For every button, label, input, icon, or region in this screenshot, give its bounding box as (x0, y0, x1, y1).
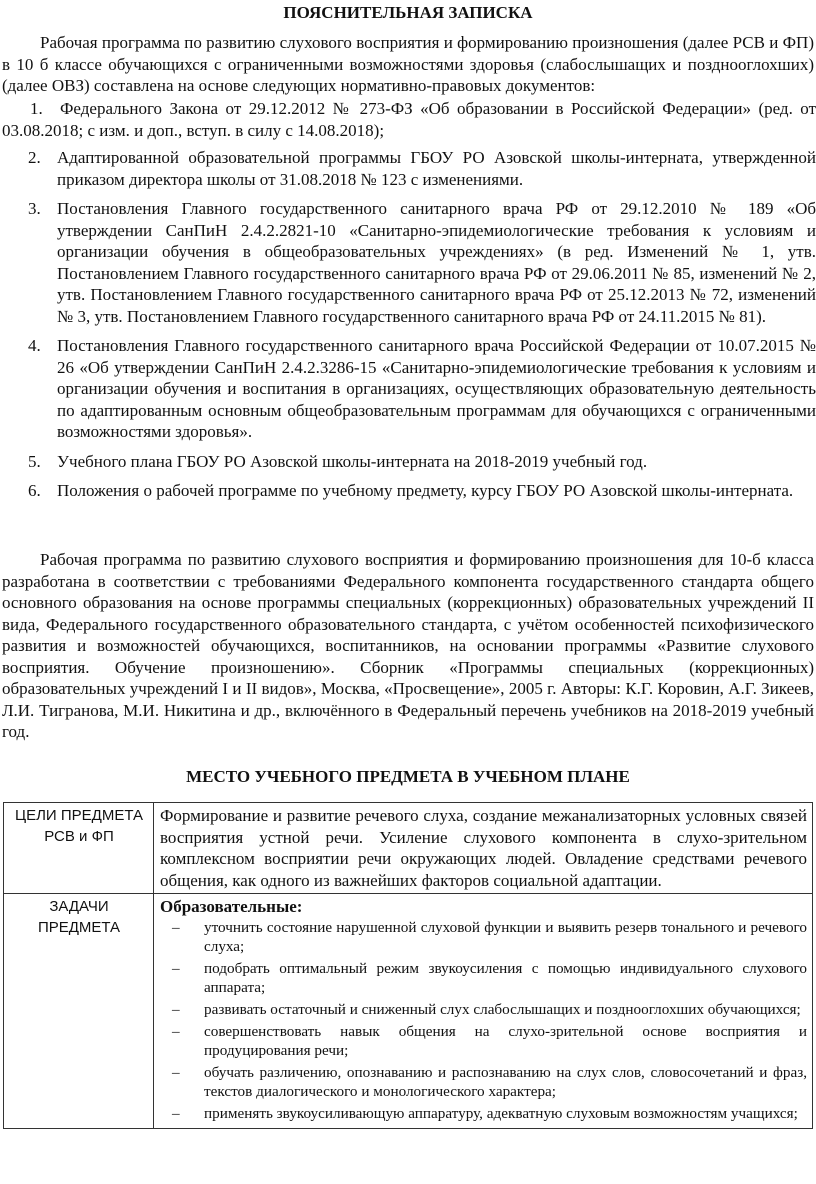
list-item (160, 1104, 807, 1123)
list-item (0, 198, 816, 327)
list-item-text: Постановления Главного государственного санитарного врача Российской Федерации от 10.07.2015 № 26 «Об утверждении СанПиН 2.4.2.3286-15 «Санитарно-эпидемиологические требования к условиям и организации обучения и воспитания в организациях, осуществляющих образовательную деятельность по адаптированным основным общеобразовательным программам для обучающихся с ограниченными возможностями здоровья». (57, 336, 816, 441)
task-text: обучать различению, опознаванию и распознаванию на слух слов, словосочетаний и фраз, текстов диалогического и монологического характера; (204, 1063, 807, 1100)
curriculum-table (3, 802, 813, 1129)
task-text: развивать остаточный и сниженный слух слабослышащих и позднооглохших обучающихся; (204, 1000, 801, 1018)
dash-bullet-icon: – (172, 1104, 180, 1122)
task-text: совершенствовать навык общения на слухо-зрительной основе восприятия и продуцирования речи; (204, 1022, 807, 1059)
list-item-text: Положения о рабочей программе по учебному предмету, курсу ГБОУ РО Азовской школы-интерната. (57, 481, 794, 500)
intro-paragraph: Рабочая программа по развитию слухового восприятия и формированию произношения (далее РСВ и ФП) в 10 б классе обучающихся с ограниченными возможностями здоровья (слабослышащих и позднооглохших) (далее ОВЗ) составлена на основе следующих нормативно-правовых документов: (2, 33, 814, 95)
list-item-number: 6. (28, 481, 41, 500)
list-item (0, 335, 816, 443)
task-text: подобрать оптимальный режим звукоусиления с помощью индивидуального слухового аппарата; (204, 959, 807, 996)
list-item-text: Федерального Закона от 29.12.2012 № 273-ФЗ «Об образовании в Российской Федерации» (ред. от 03.08.2018; с изм. и доп., вступ. в силу с 14.08.2018); (2, 99, 816, 140)
list-item-text: Адаптированной образовательной программы ГБОУ РО Азовской школы-интерната, утвержденной приказом директора школы от 31.08.2018 № 123 с изменениями. (57, 148, 816, 189)
dash-bullet-icon: – (172, 1063, 180, 1081)
task-text: уточнить состояние нарушенной слуховой функции и выявить резерв тонального и речевого слуха; (204, 918, 807, 955)
tasks-heading: Образовательные: (160, 897, 303, 916)
goals-text: Формирование и развитие речевого слуха, создание межанализаторных условных связей восприятия устной речи. Усиление слухового компонента в слухо-зрительном комплексном восприятии речи окружающих людей. Овладение средствами речевого общения, как одного из важнейших факторов социальной адаптации. (154, 803, 813, 894)
list-item-number: 2. (28, 148, 41, 167)
main-paragraph: Рабочая программа по развитию слухового восприятия и формированию произношения для 10-б класса разработана в соответствии с требованиями Федерального компонента государственного стандарта общего основного образования на основе программы специальных (коррекционных) образовательных учреждений II вида, Федерального государственного образовательного стандарта, с учётом особенностей психофизического развития и возможностей обучающихся, воспитанников, на основании программы «Развитие слухового восприятия. Обучение произношению». Сборник «Программы специальных (коррекционных) образовательных учреждений I и II видов», Москва, «Просвещение», 2005 г. Авторы: К.Г. Коровин, А.Г. Зикеев, Л.И. Тигранова, М.И. Никитина и др., включённого в Федеральный перечень учебников на 2018-2019 учебный год. (2, 550, 814, 741)
list-item (0, 480, 816, 502)
list-item (0, 147, 816, 190)
tasks-label: ЗАДАЧИ ПРЕДМЕТА (4, 894, 154, 1129)
list-item (0, 98, 816, 141)
tasks-list (160, 918, 807, 1123)
table-row (4, 803, 813, 894)
list-item-number: 3. (28, 199, 41, 218)
list-item-number: 5. (28, 451, 41, 471)
list-item (160, 1000, 807, 1019)
list-item-text: Учебного плана ГБОУ РО Азовской школы-интерната на 2018-2019 учебный год. (57, 451, 648, 471)
dash-bullet-icon: – (172, 959, 180, 977)
list-item (160, 959, 807, 997)
dash-bullet-icon: – (172, 918, 180, 936)
tasks-cell (154, 894, 813, 1129)
list-item-number: 1. (30, 99, 43, 118)
goals-label: ЦЕЛИ ПРЕДМЕТА РСВ и ФП (4, 803, 154, 894)
section-title: МЕСТО УЧЕБНОГО ПРЕДМЕТА В УЧЕБНОМ ПЛАНЕ (186, 767, 630, 786)
list-item (160, 1063, 807, 1101)
dash-bullet-icon: – (172, 1000, 180, 1018)
list-item-number: 4. (28, 336, 41, 355)
task-text: применять звукоусиливающую аппаратуру, адекватную слуховым возможностям учащихся; (204, 1104, 798, 1122)
table-row (4, 894, 813, 1129)
legal-documents-list (0, 98, 816, 502)
list-item (160, 1022, 807, 1060)
list-item (0, 451, 816, 473)
list-item (160, 918, 807, 956)
document-title: ПОЯСНИТЕЛЬНАЯ ЗАПИСКА (283, 3, 533, 22)
dash-bullet-icon: – (172, 1022, 180, 1040)
list-item-text: Постановления Главного государственного санитарного врача РФ от 29.12.2010 № 189 «Об утверждении СанПиН 2.4.2.2821-10 «Санитарно-эпидемиологические требования к условиям и организации обучения в общеобразовательных учреждениях» (в ред. Изменений № 1, утв. Постановлением Главного государственного санитарного врача РФ от 29.06.2011 № 85, изменений № 2, утв. Постановлением Главного государственного санитарного врача РФ от 25.12.2013 № 72, изменений № 3, утв. Постановлением Главного государственного санитарного врача РФ от 24.11.2015 № 81). (57, 199, 816, 326)
